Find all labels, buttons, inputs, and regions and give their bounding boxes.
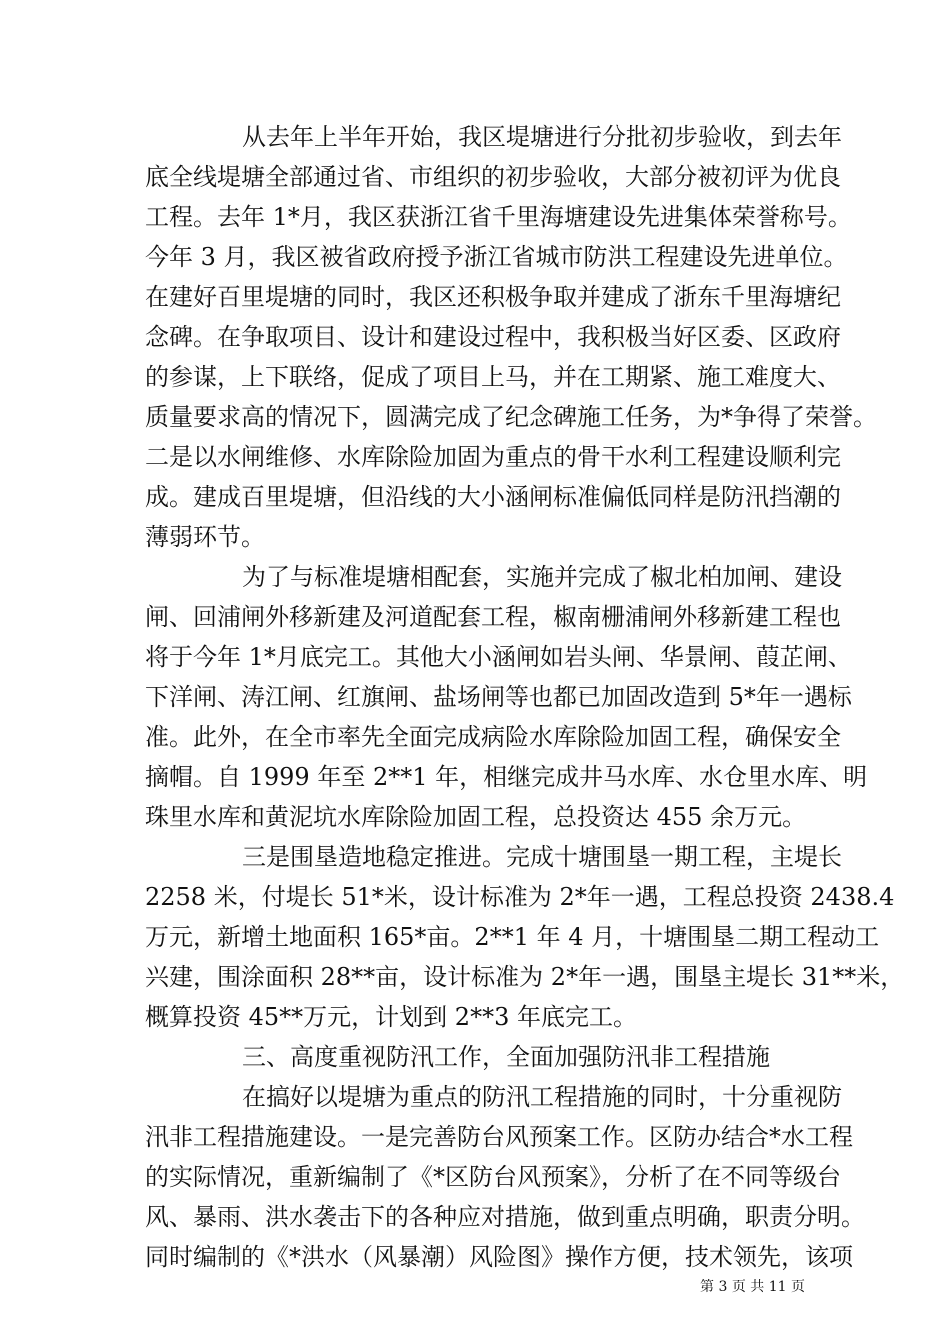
paragraph-line: 万元，新增土地面积 165*亩。2**1 年 4 月，十塘围垦二期工程动工 bbox=[145, 923, 880, 951]
paragraph-line: 成。建成百里堤塘，但沿线的大小涵闸标准偏低同样是防汛挡潮的 bbox=[145, 483, 841, 511]
paragraph-line: 准。此外，在全市率先全面完成病险水库除险加固工程，确保安全 bbox=[145, 723, 841, 751]
paragraph-line: 汛非工程措施建设。一是完善防台风预案工作。区防办结合*水工程 bbox=[145, 1123, 853, 1151]
paragraph-line: 在建好百里堤塘的同时，我区还积极争取并建成了浙东千里海塘纪 bbox=[145, 283, 841, 311]
paragraph-line: 二是以水闸维修、水库除险加固为重点的骨干水利工程建设顺利完 bbox=[145, 443, 841, 471]
paragraph-line: 为了与标准堤塘相配套，实施并完成了椒北柏加闸、建设 bbox=[242, 563, 842, 591]
paragraph-line: 念碑。在争取项目、设计和建设过程中，我积极当好区委、区政府 bbox=[145, 323, 841, 351]
paragraph-line: 将于今年 1*月底完工。其他大小涵闸如岩头闸、华景闸、葭芷闸、 bbox=[145, 643, 852, 671]
paragraph-line: 今年 3 月，我区被省政府授予浙江省城市防洪工程建设先进单位。 bbox=[145, 243, 848, 271]
paragraph-line: 闸、回浦闸外移新建及河道配套工程，椒南栅浦闸外移新建工程也 bbox=[145, 603, 841, 631]
paragraph-line: 在搞好以堤塘为重点的防汛工程措施的同时，十分重视防 bbox=[242, 1083, 842, 1111]
paragraph-line: 工程。去年 1*月，我区获浙江省千里海塘建设先进集体荣誉称号。 bbox=[145, 203, 852, 231]
paragraph-line: 质量要求高的情况下，圆满完成了纪念碑施工任务，为*争得了荣誉。 bbox=[145, 403, 877, 431]
paragraph-line: 从去年上半年开始，我区堤塘进行分批初步验收，到去年 bbox=[242, 123, 842, 151]
paragraph-line: 风、暴雨、洪水袭击下的各种应对措施，做到重点明确，职责分明。 bbox=[145, 1203, 865, 1231]
paragraph-line: 兴建，围涂面积 28**亩，设计标准为 2*年一遇，围垦主堤长 31**米， bbox=[145, 963, 905, 991]
paragraph-line: 摘帽。自 1999 年至 2**1 年，相继完成井马水库、水仓里水库、明 bbox=[145, 763, 868, 791]
page-number-footer: 第 3 页 共 11 页 bbox=[700, 1279, 805, 1295]
paragraph-line: 的参谋，上下联络，促成了项目上马，并在工期紧、施工难度大、 bbox=[145, 363, 841, 391]
paragraph-line: 的实际情况，重新编制了《*区防台风预案》，分析了在不同等级台 bbox=[145, 1163, 841, 1191]
paragraph-line: 底全线堤塘全部通过省、市组织的初步验收，大部分被初评为优良 bbox=[145, 163, 841, 191]
paragraph-line: 同时编制的《*洪水（风暴潮）风险图》操作方便，技术领先，该项 bbox=[145, 1243, 853, 1271]
paragraph-line: 三是围垦造地稳定推进。完成十塘围垦一期工程，主堤长 bbox=[242, 843, 842, 871]
paragraph-line: 下洋闸、涛江闸、红旗闸、盐场闸等也都已加固改造到 5*年一遇标 bbox=[145, 683, 852, 711]
paragraph-line: 2258 米，付堤长 51*米，设计标准为 2*年一遇，工程总投资 2438.4 bbox=[145, 883, 895, 911]
paragraph-line: 珠里水库和黄泥坑水库除险加固工程，总投资达 455 余万元。 bbox=[145, 803, 807, 831]
paragraph-line: 薄弱环节。 bbox=[145, 523, 265, 551]
section-heading: 三、高度重视防汛工作，全面加强防汛非工程措施 bbox=[242, 1043, 770, 1071]
paragraph-line: 概算投资 45**万元，计划到 2**3 年底完工。 bbox=[145, 1003, 637, 1031]
